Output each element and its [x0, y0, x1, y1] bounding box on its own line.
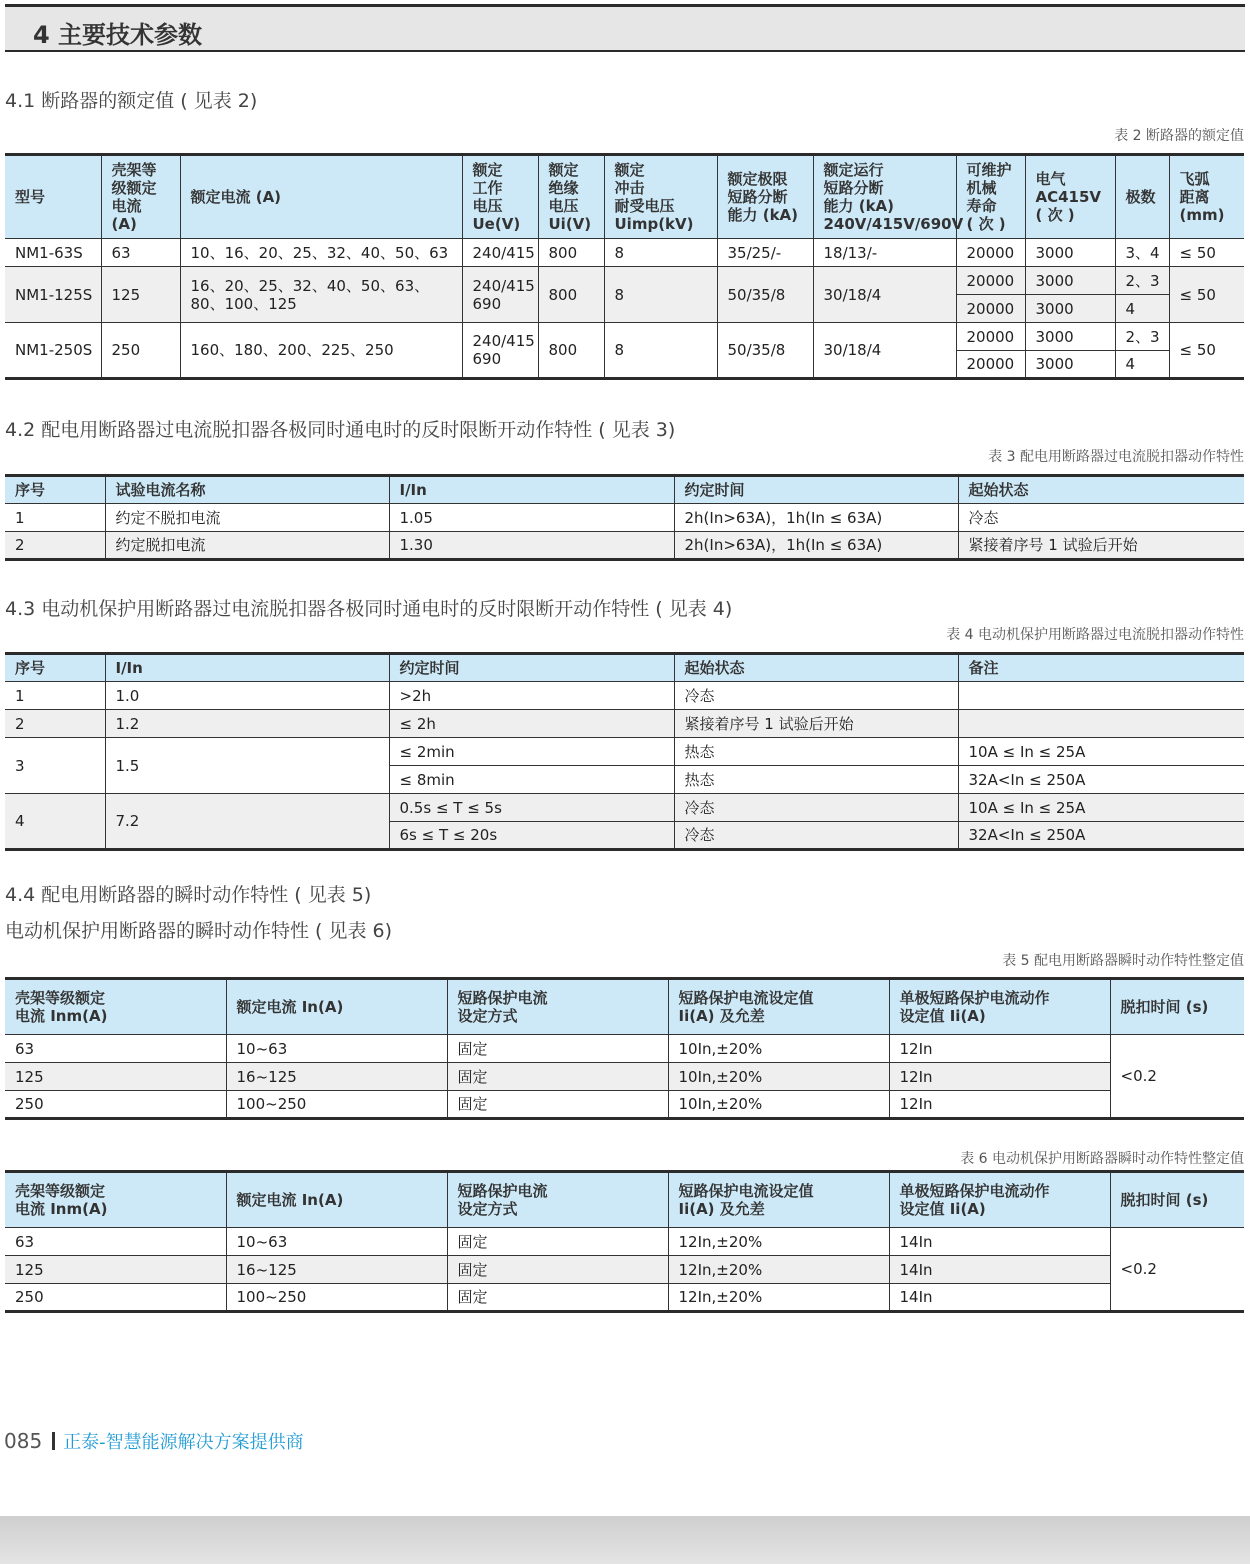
table4-cell: 热态 [674, 738, 958, 766]
table2-cell: 8 [604, 239, 717, 267]
table2-cell: 125 [101, 267, 180, 323]
table5-header-cell: 单极短路保护电流动作 设定值 Ii(A) [889, 979, 1110, 1035]
table4-cell: 1.5 [105, 738, 389, 794]
table6-cell: 125 [5, 1256, 226, 1284]
table4-cell: ≤ 2min [389, 738, 674, 766]
table5-cell: 固定 [447, 1091, 668, 1119]
table-row [5, 710, 1244, 738]
table4-cell [958, 682, 1244, 710]
table5-caption: 表 5 配电用断路器瞬时动作特性整定值 [1002, 953, 1244, 969]
table6-cell: 固定 [447, 1284, 668, 1312]
table6-cell: 63 [5, 1228, 226, 1256]
table2-cell: 50/35/8 [717, 267, 813, 323]
table2-cell: 30/18/4 [813, 267, 956, 323]
table2-cell: 160、180、200、225、250 [180, 323, 462, 379]
table4-cell [958, 710, 1244, 738]
table6-cell: 250 [5, 1284, 226, 1312]
table-row [5, 532, 1244, 560]
brand-tagline: 正泰-智慧能源解决方案提供商 [63, 1432, 304, 1453]
table5-cell: 63 [5, 1035, 226, 1063]
table-6-motor-instant [5, 1170, 1244, 1313]
table3-cell: 2h(In>63A)，1h(In ≤ 63A) [674, 504, 958, 532]
table2-cell: 2、3 [1115, 267, 1169, 295]
table2-cell: NM1-250S [5, 323, 101, 379]
table5-header-cell: 短路保护电流 设定方式 [447, 979, 668, 1035]
table3-cell: 紧接着序号 1 试验后开始 [958, 532, 1244, 560]
table5-cell: 12In [889, 1091, 1110, 1119]
table6-cell: 10~63 [226, 1228, 447, 1256]
table-row [5, 1091, 1244, 1119]
table-4-motor-trip [5, 652, 1244, 851]
table3-header-cell: 试验电流名称 [105, 476, 389, 504]
table5-header-cell: 短路保护电流设定值 Ii(A) 及允差 [668, 979, 889, 1035]
table-row [5, 1228, 1244, 1256]
table-row [5, 504, 1244, 532]
table5-cell: 16~125 [226, 1063, 447, 1091]
table5-cell: 10In,±20% [668, 1063, 889, 1091]
table4-cell: 冷态 [674, 822, 958, 850]
bottom-strip [0, 1516, 1250, 1564]
table4-caption: 表 4 电动机保护用断路器过电流脱扣器动作特性 [946, 627, 1244, 643]
table4-cell: 32A<In ≤ 250A [958, 822, 1244, 850]
table4-cell: 热态 [674, 766, 958, 794]
table6-cell: 固定 [447, 1256, 668, 1284]
table6-cell: 14In [889, 1284, 1110, 1312]
table2-cell: NM1-125S [5, 267, 101, 323]
table4-header-cell: 序号 [5, 654, 105, 682]
table2-header-cell: 额定电流 (A) [180, 155, 462, 239]
table2-cell: 3000 [1025, 267, 1115, 295]
table5-cell: 10~63 [226, 1035, 447, 1063]
table-5-distribution-instant [5, 977, 1244, 1120]
table2-header-cell: 额定 绝缘 电压 Ui(V) [538, 155, 604, 239]
table5-cell: 10In,±20% [668, 1035, 889, 1063]
table2-cell: 10、16、20、25、32、40、50、63 [180, 239, 462, 267]
table2-cell: 20000 [956, 351, 1025, 379]
table5-header-cell: 额定电流 In(A) [226, 979, 447, 1035]
table3-header-cell: 约定时间 [674, 476, 958, 504]
table4-cell: 6s ≤ T ≤ 20s [389, 822, 674, 850]
table2-cell: ≤ 50 [1169, 239, 1244, 267]
table2-header-cell: 极数 [1115, 155, 1169, 239]
table4-cell: ≤ 8min [389, 766, 674, 794]
table6-cell: 固定 [447, 1228, 668, 1256]
table6-cell: 16~125 [226, 1256, 447, 1284]
table5-cell: 固定 [447, 1063, 668, 1091]
table2-header-cell: 额定运行 短路分断 能力 (kA) 240V/415V/690V [813, 155, 956, 239]
table3-cell: 1 [5, 504, 105, 532]
table5-cell: 12In [889, 1035, 1110, 1063]
table2-cell: 8 [604, 267, 717, 323]
table2-cell: 3、4 [1115, 239, 1169, 267]
table2-header-cell: 额定 冲击 耐受电压 Uimp(kV) [604, 155, 717, 239]
table3-header-cell: 起始状态 [958, 476, 1244, 504]
table-row [5, 323, 1244, 351]
table2-cell: 250 [101, 323, 180, 379]
table2-cell: 35/25/- [717, 239, 813, 267]
table4-cell: 32A<In ≤ 250A [958, 766, 1244, 794]
table5-cell: 125 [5, 1063, 226, 1091]
table2-cell: 30/18/4 [813, 323, 956, 379]
table2-cell: NM1-63S [5, 239, 101, 267]
table5-cell: 12In [889, 1063, 1110, 1091]
table2-header-cell: 额定极限 短路分断 能力 (kA) [717, 155, 813, 239]
heading-4-4: 4.4 配电用断路器的瞬时动作特性 ( 见表 5) [5, 884, 372, 906]
table3-cell: 约定不脱扣电流 [105, 504, 389, 532]
table2-header-cell: 壳架等 级额定 电流 (A) [101, 155, 180, 239]
table3-cell: 约定脱扣电流 [105, 532, 389, 560]
table2-cell: 8 [604, 323, 717, 379]
table4-header-cell: 备注 [958, 654, 1244, 682]
table2-cell: 3000 [1025, 351, 1115, 379]
table2-cell: 240/415 690 [462, 323, 538, 379]
table2-header-cell: 型号 [5, 155, 101, 239]
table-row [5, 1256, 1244, 1284]
table4-cell: 0.5s ≤ T ≤ 5s [389, 794, 674, 822]
table5-cell: 100~250 [226, 1091, 447, 1119]
table2-cell: 63 [101, 239, 180, 267]
section-header-bar [5, 4, 1245, 52]
table2-cell: 800 [538, 267, 604, 323]
table4-cell: ≤ 2h [389, 710, 674, 738]
table4-cell: 1.2 [105, 710, 389, 738]
table5-header-cell: 壳架等级额定 电流 Inm(A) [5, 979, 226, 1035]
table3-header-cell: I/In [389, 476, 674, 504]
table4-header-cell: 约定时间 [389, 654, 674, 682]
table6-cell: 100~250 [226, 1284, 447, 1312]
table3-cell: 冷态 [958, 504, 1244, 532]
table4-cell: 1 [5, 682, 105, 710]
table3-caption: 表 3 配电用断路器过电流脱扣器动作特性 [988, 449, 1244, 465]
table2-header-cell: 可维护 机械 寿命 ( 次 ) [956, 155, 1025, 239]
table2-cell: 2、3 [1115, 323, 1169, 351]
table-row [5, 682, 1244, 710]
table4-cell: >2h [389, 682, 674, 710]
table-row [5, 267, 1244, 295]
table4-cell: 冷态 [674, 794, 958, 822]
table6-caption: 表 6 电动机保护用断路器瞬时动作特性整定值 [960, 1151, 1244, 1167]
table6-cell: 12In,±20% [668, 1284, 889, 1312]
page-number: 085 [4, 1429, 43, 1453]
table2-cell: 3000 [1025, 323, 1115, 351]
table2-cell: 240/415 690 [462, 267, 538, 323]
section-title: 4 主要技术参数 [33, 21, 203, 49]
table-row [5, 1063, 1244, 1091]
table2-cell: 20000 [956, 239, 1025, 267]
table-row [5, 738, 1244, 766]
table4-cell: 冷态 [674, 682, 958, 710]
table2-cell: 50/35/8 [717, 323, 813, 379]
table6-trip-time: <0.2 [1110, 1228, 1244, 1312]
table5-cell: 固定 [447, 1035, 668, 1063]
table2-cell: ≤ 50 [1169, 267, 1244, 323]
table5-cell: 10In,±20% [668, 1091, 889, 1119]
table4-cell: 10A ≤ In ≤ 25A [958, 738, 1244, 766]
table2-cell: 20000 [956, 295, 1025, 323]
table4-header-cell: I/In [105, 654, 389, 682]
table2-cell: 20000 [956, 267, 1025, 295]
table3-header-cell: 序号 [5, 476, 105, 504]
table2-header-cell: 额定 工作 电压 Ue(V) [462, 155, 538, 239]
table-row [5, 239, 1244, 267]
table2-cell: 18/13/- [813, 239, 956, 267]
table6-header-cell: 额定电流 In(A) [226, 1172, 447, 1228]
table6-cell: 14In [889, 1256, 1110, 1284]
table3-cell: 1.05 [389, 504, 674, 532]
page-footer [4, 1428, 304, 1454]
table-row [5, 1284, 1244, 1312]
table2-cell: 4 [1115, 295, 1169, 323]
table2-cell: 3000 [1025, 239, 1115, 267]
table4-cell: 10A ≤ In ≤ 25A [958, 794, 1244, 822]
heading-4-3: 4.3 电动机保护用断路器过电流脱扣器各极同时通电时的反时限断开动作特性 ( 见表 4) [5, 598, 733, 620]
table5-header-cell: 脱扣时间 (s) [1110, 979, 1244, 1035]
table2-cell: 16、20、25、32、40、50、63、80、100、125 [180, 267, 462, 323]
table-2-ratings [5, 153, 1244, 380]
table6-header-cell: 脱扣时间 (s) [1110, 1172, 1244, 1228]
table2-cell: 20000 [956, 323, 1025, 351]
table6-header-cell: 短路保护电流设定值 Ii(A) 及允差 [668, 1172, 889, 1228]
table5-trip-time: <0.2 [1110, 1035, 1244, 1119]
table2-cell: 240/415 [462, 239, 538, 267]
table2-cell: 4 [1115, 351, 1169, 379]
table3-cell: 2 [5, 532, 105, 560]
table5-cell: 250 [5, 1091, 226, 1119]
table2-header-cell: 电气 AC415V ( 次 ) [1025, 155, 1115, 239]
table-3-distribution-trip [5, 474, 1244, 561]
table-row [5, 1035, 1244, 1063]
table6-cell: 14In [889, 1228, 1110, 1256]
table2-cell: 800 [538, 239, 604, 267]
table2-header-cell: 飞弧 距离 (mm) [1169, 155, 1244, 239]
table4-cell: 紧接着序号 1 试验后开始 [674, 710, 958, 738]
footer-divider [52, 1432, 55, 1450]
table6-cell: 12In,±20% [668, 1228, 889, 1256]
table2-cell: 3000 [1025, 295, 1115, 323]
table6-header-cell: 短路保护电流 设定方式 [447, 1172, 668, 1228]
table2-cell: 800 [538, 323, 604, 379]
table3-cell: 2h(In>63A)，1h(In ≤ 63A) [674, 532, 958, 560]
table4-cell: 7.2 [105, 794, 389, 850]
heading-4-2: 4.2 配电用断路器过电流脱扣器各极同时通电时的反时限断开动作特性 ( 见表 3) [5, 419, 676, 441]
heading-4-1: 4.1 断路器的额定值 ( 见表 2) [5, 90, 258, 112]
heading-4-4-motor: 电动机保护用断路器的瞬时动作特性 ( 见表 6) [5, 920, 393, 942]
table4-header-cell: 起始状态 [674, 654, 958, 682]
table-row [5, 794, 1244, 822]
table2-cell: ≤ 50 [1169, 323, 1244, 379]
table4-cell: 1.0 [105, 682, 389, 710]
table4-cell: 2 [5, 710, 105, 738]
table3-cell: 1.30 [389, 532, 674, 560]
table4-cell: 4 [5, 794, 105, 850]
table6-header-cell: 单极短路保护电流动作 设定值 Ii(A) [889, 1172, 1110, 1228]
table6-cell: 12In,±20% [668, 1256, 889, 1284]
table4-cell: 3 [5, 738, 105, 794]
table2-caption: 表 2 断路器的额定值 [1114, 128, 1244, 144]
table6-header-cell: 壳架等级额定 电流 Inm(A) [5, 1172, 226, 1228]
